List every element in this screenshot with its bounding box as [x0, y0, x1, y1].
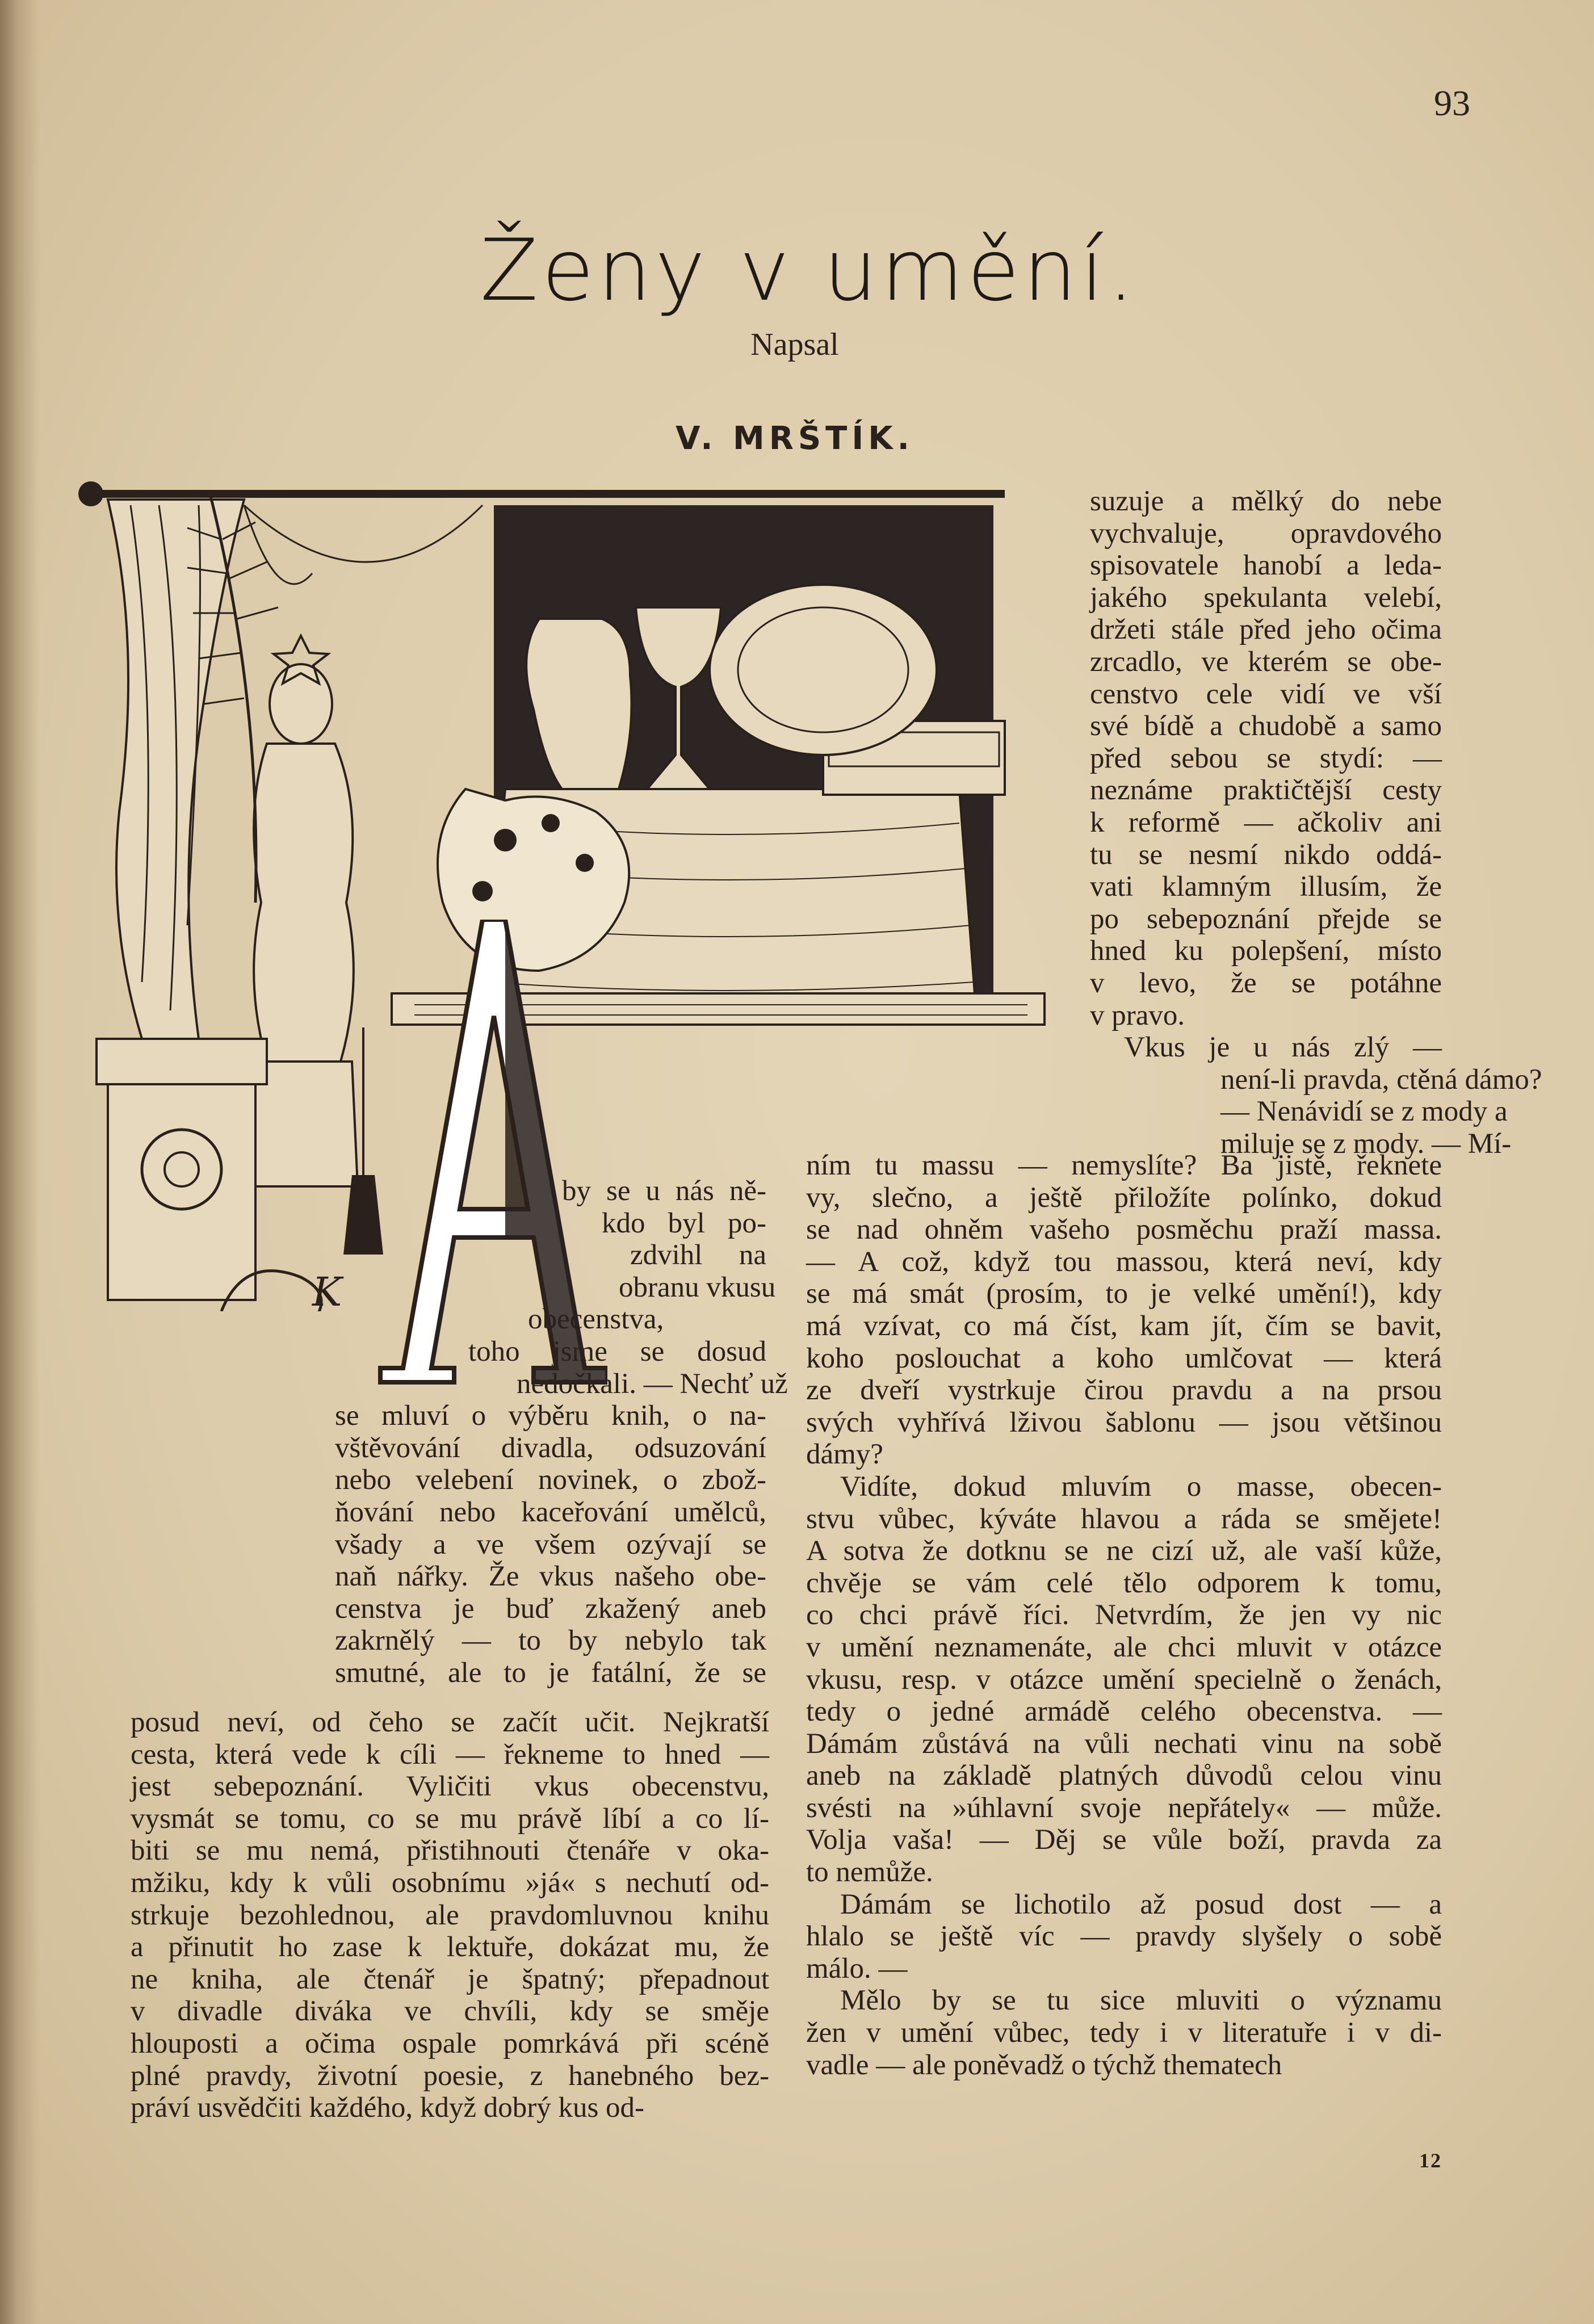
author-name: V. MRŠTÍK. [676, 420, 914, 457]
text-line: Vidíte, dokud mluvím o masse, obecen- [840, 1470, 1442, 1503]
text-line: posud neví, od čeho se začít učit. Nejkratší [131, 1706, 769, 1738]
text-line: má vzívat, co má číst, kam jít, čím se bavit, [806, 1310, 1442, 1342]
text-line: suzuje a mělký do nebe [1090, 485, 1442, 517]
text-line: koho poslouchat a koho umlčovat — která [806, 1342, 1442, 1374]
left-column-bottom [131, 1706, 769, 2124]
text-line: censtva je buď zkažený aneb [335, 1592, 766, 1625]
text-line: tu se nesmí nikdo oddá- [1090, 838, 1442, 871]
text-line: by se u nás ně- [562, 1175, 766, 1207]
text-line: ne kniha, ale čtenář je špatný; přepadnout [131, 1963, 769, 1995]
text-line: v umění neznamenáte, ale chci mluvit v otázce [806, 1631, 1442, 1663]
text-line: strkuje bezohlednou, ale pravdomluvnou knihu [131, 1899, 769, 1931]
text-line: před sebou se stydí: — [1090, 742, 1442, 774]
text-line: k reformě — ačkoliv ani [1090, 806, 1442, 838]
text-line: aneb na základě platných důvodů celou vinu [806, 1760, 1442, 1792]
text-line: hlouposti a očima ospale pomrkává při scéně [131, 2027, 769, 2059]
text-line: ze dveří vystrkuje čirou pravdu a na prsou [806, 1374, 1442, 1407]
text-line: se má smát (prosím, to je velké umění!), kdy [806, 1278, 1442, 1310]
text-line: vadle — ale poněvadž o týchž thematech [806, 2049, 1282, 2081]
signature-mark: 12 [1419, 2149, 1442, 2172]
text-line: — A což, když tou massou, která neví, kdy [806, 1245, 1442, 1278]
text-line: miluje se z mody. — Mí- [1220, 1127, 1512, 1160]
text-line: plné pravdy, životní poesie, z hanebného bez- [131, 2059, 769, 2092]
text-line: zdvihl na [630, 1239, 766, 1272]
text-line: svésti na »úhlavní svoje nepřátely« — může. [806, 1792, 1442, 1824]
text-line: obranu vkusu [619, 1271, 776, 1303]
text-line: Volja vaša! — Děj se vůle boží, pravda za [806, 1824, 1442, 1856]
text-line: jakého spekulanta velebí, [1090, 581, 1442, 614]
text-line: v divadle diváka ve chvíli, kdy se směje [131, 1995, 769, 2028]
text-line: naň nářky. Že vkus našeho obe- [335, 1560, 766, 1593]
text-line: kdo byl po- [602, 1207, 766, 1239]
text-line: vy, slečno, a ještě přiložíte polínko, dokud [806, 1181, 1442, 1214]
text-line: jest sebepoznání. Vyličiti vkus obecenstvu, [131, 1771, 769, 1803]
text-line: stvu vůbec, kýváte hlavou a ráda se smějete! [806, 1503, 1442, 1535]
text-line: ňování nebo kaceřování umělců, [335, 1496, 766, 1528]
text-line: žen v umění vůbec, tedy i v literatuře i v di- [806, 2017, 1442, 2049]
text-line: zrcadlo, ve kterém se obe- [1090, 645, 1442, 678]
text-line: Dámám se lichotilo až posud dost — a [840, 1888, 1442, 1920]
artist-monogram: K [312, 1269, 342, 1311]
text-line: co chci právě říci. Netvrdím, že jen vy nic [806, 1599, 1442, 1631]
right-column-top [1090, 485, 1542, 1160]
text-line: smutné, ale to je fatální, že se [335, 1656, 766, 1689]
article-title: Ženy v umění. [480, 221, 1138, 320]
text-line: toho jsme se dosud [468, 1335, 766, 1367]
text-line: vysmát se tomu, co se mu právě líbí a co lí- [131, 1802, 769, 1835]
text-line: to nemůže. [806, 1856, 933, 1889]
text-line: se nad ohněm vašeho posměchu praží massa. [806, 1214, 1442, 1246]
text-line: nedočkali. — Nechť už [517, 1367, 788, 1400]
text-line: biti se mu nemá, přistihnouti čtenáře v oka- [131, 1835, 769, 1867]
text-line: své bídě a chudobě a samo [1090, 710, 1442, 742]
text-line: chvěje se vám celé tělo odporem k tomu, [806, 1567, 1442, 1599]
text-line: censtvo cele vidí ve vší [1090, 678, 1442, 710]
text-line: tedy o jedné armádě celého obecenstva. — [806, 1696, 1442, 1728]
text-line: vštěvování divadla, odsuzování [335, 1432, 766, 1464]
text-line: cesta, která vede k cíli — řekneme to hned — [131, 1738, 769, 1771]
text-line: — Nenávidí se z mody a [1220, 1096, 1508, 1128]
page-number: 93 [1434, 83, 1470, 123]
text-line: ním tu massu — nemyslíte? Ba jistě, řeknete [806, 1150, 1442, 1181]
text-line: Mělo by se tu sice mluviti o významu [840, 1985, 1442, 2017]
text-line: v levo, že se potáhne [1090, 967, 1442, 999]
text-line: není-li pravda, ctěná dámo? [1220, 1063, 1542, 1096]
text-line: vkusu, resp. v otázce umění specielně o ženách, [806, 1663, 1442, 1696]
text-line: po sebepoznání přejde se [1090, 903, 1442, 935]
text-line: hlalo se ještě víc — pravdy slyšely o sobě [806, 1920, 1442, 1953]
binding-shadow [0, 0, 40, 2324]
text-line: dámy? [806, 1438, 883, 1471]
text-line: málo. — [806, 1952, 908, 1985]
text-line: neznáme praktičtější cesty [1090, 774, 1442, 807]
text-line: hned ku polepšení, místo [1090, 935, 1442, 967]
text-line: se mluví o výběru knih, o na- [335, 1400, 766, 1432]
text-line: Vkus je u nás zlý — [1124, 1031, 1442, 1064]
text-line: mžiku, kdy k vůli osobnímu »já« s nechutí od- [131, 1866, 769, 1899]
text-line: vychvaluje, opravdového [1090, 517, 1442, 549]
left-column-wrap [335, 1175, 788, 1689]
byline: Napsal [750, 327, 839, 362]
text-line: svých vyhřívá lživou šablonu — jsou většinou [806, 1406, 1442, 1438]
text-line: A sotva že dotknu se ne cizí už, ale vaší kůže, [806, 1535, 1442, 1567]
text-line: držeti stále před jeho očima [1090, 614, 1442, 646]
text-line: všady a ve všem ozývají se [335, 1528, 766, 1560]
text-line: obecenstva, [528, 1303, 664, 1336]
text-line: práví usvědčiti každého, když dobrý kus od- [131, 2092, 645, 2124]
text-line: v pravo. [1090, 999, 1185, 1031]
text-line: a přinutit ho zase k lektuře, dokázat mu, že [131, 1931, 769, 1964]
text-line: Dámám zůstává na vůli nechati vinu na sobě [806, 1727, 1442, 1760]
text-line: nebo velebení novinek, o zbož- [335, 1464, 766, 1496]
text-line: spisovatele hanobí a leda- [1090, 549, 1442, 582]
text-line: zakrnělý — to by nebylo tak [335, 1625, 766, 1657]
right-column-bottom [806, 1150, 1442, 2081]
text-line: vati klamným illusím, že [1090, 871, 1442, 903]
